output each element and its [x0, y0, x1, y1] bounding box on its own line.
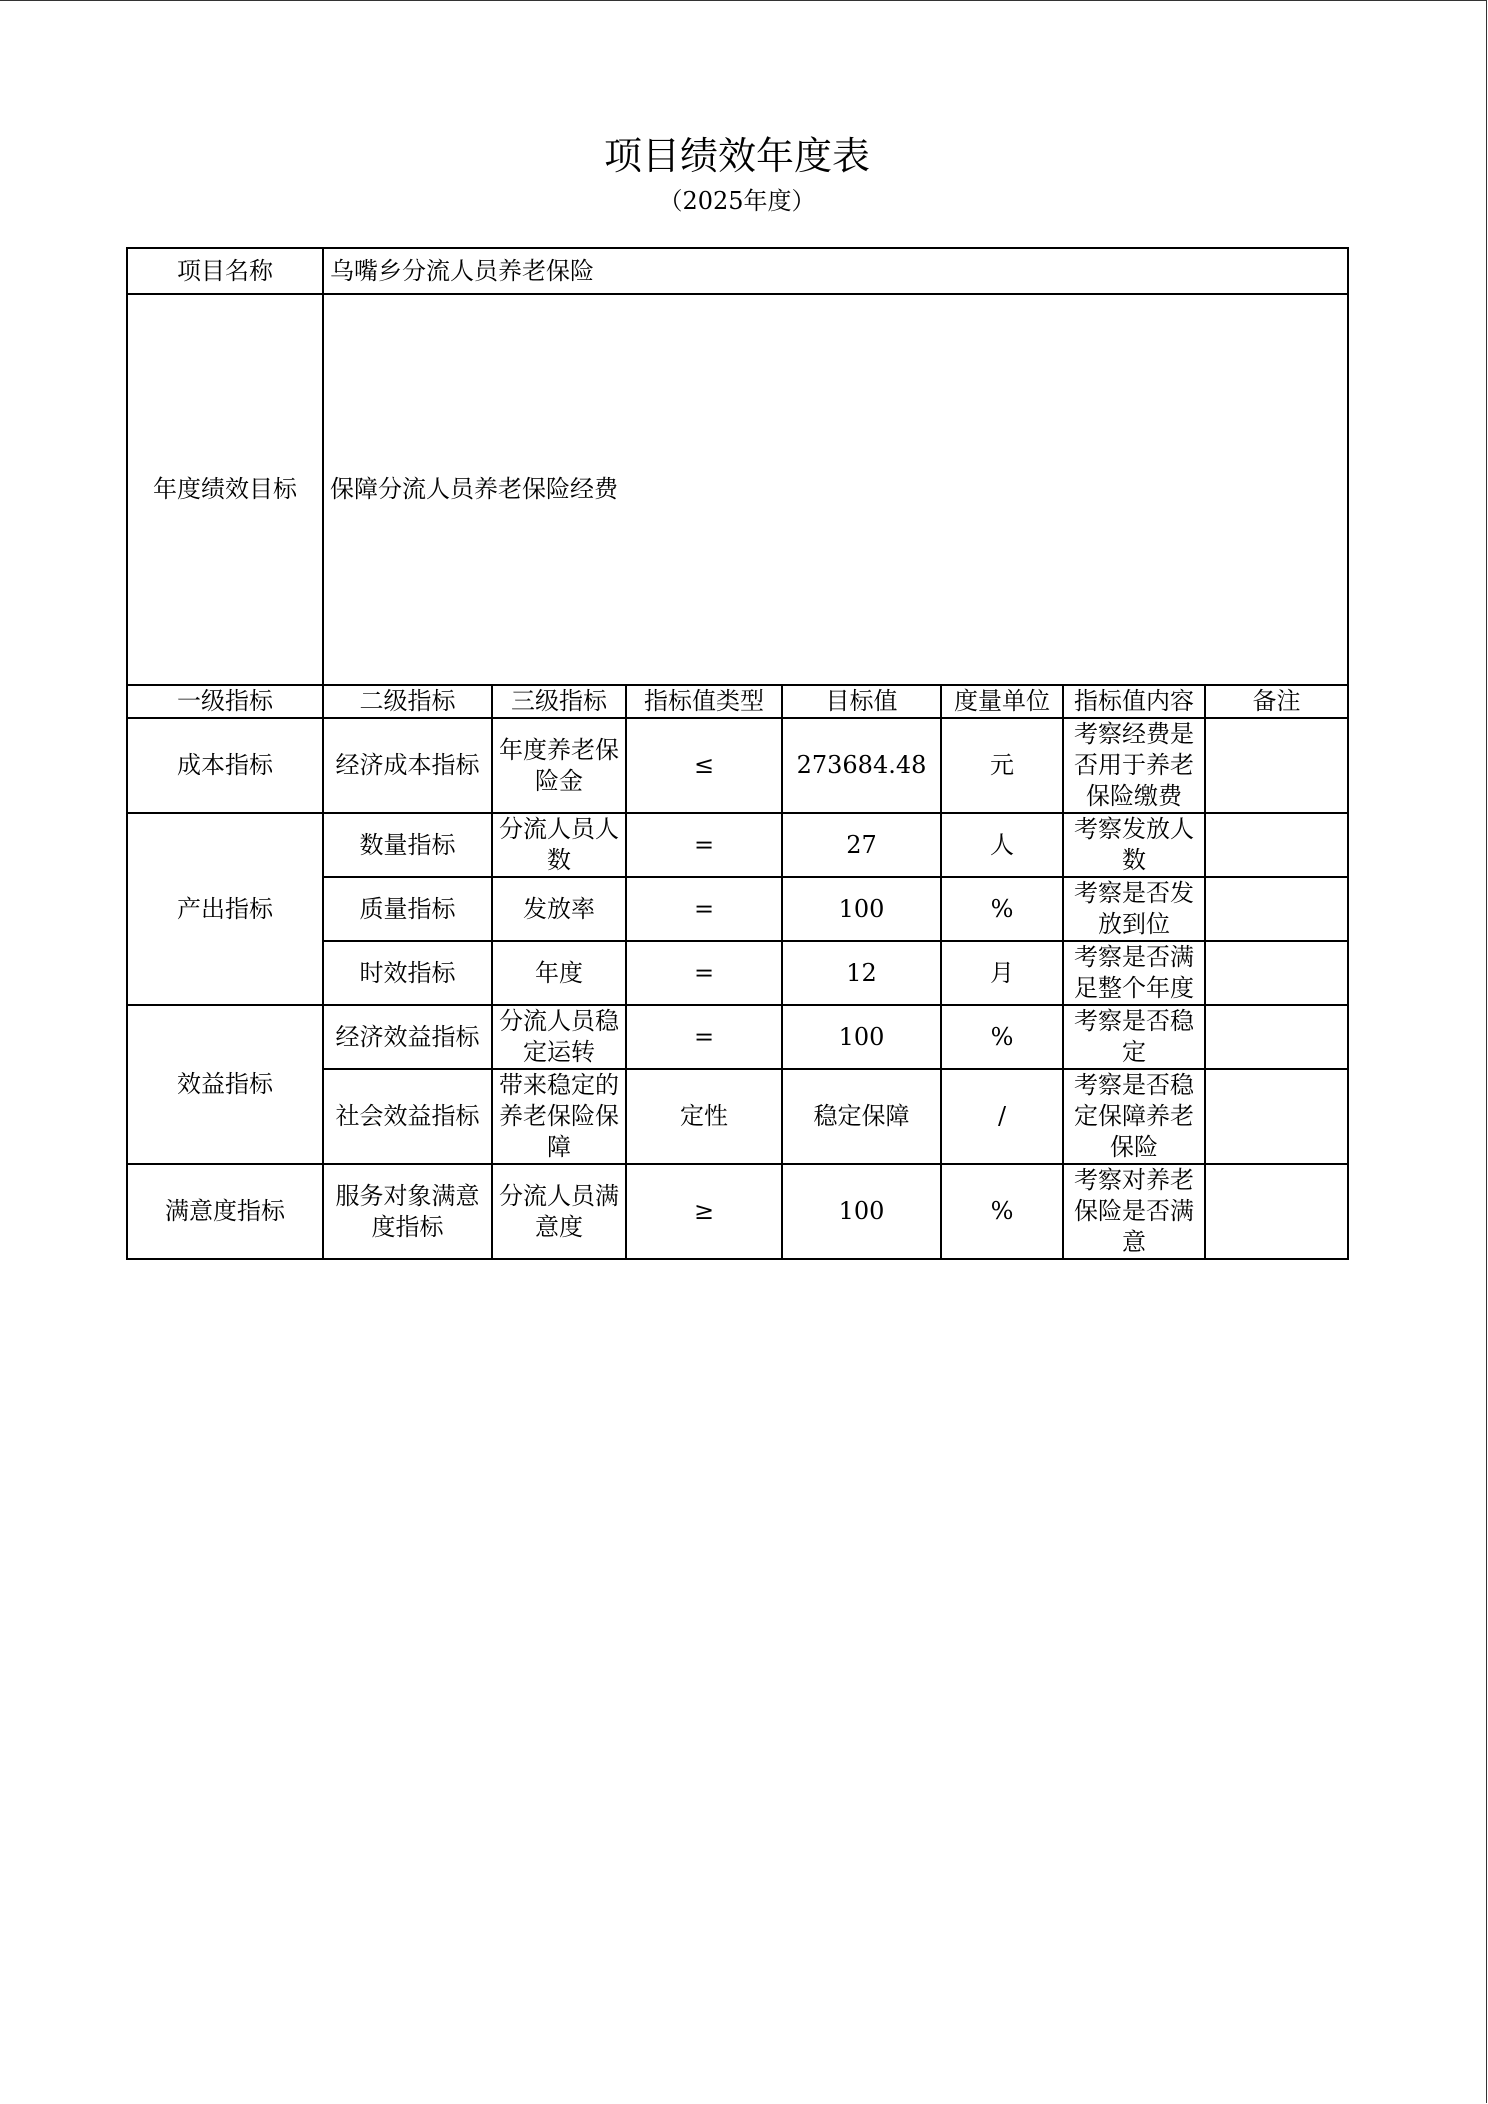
target-value-cell: 273684.48	[782, 718, 941, 813]
level3-cell: 发放率	[492, 877, 626, 941]
column-header: 二级指标	[323, 685, 492, 718]
note-cell	[1205, 877, 1348, 941]
content-cell: 考察是否满足整个年度	[1063, 941, 1205, 1005]
group-benefit: 效益指标	[127, 1005, 323, 1164]
table-row	[127, 813, 1348, 877]
group-cost: 成本指标	[127, 718, 323, 813]
column-header-row	[127, 685, 1348, 718]
value-type-cell: =	[626, 941, 782, 1005]
group-satisfaction: 满意度指标	[127, 1164, 323, 1259]
target-value-cell: 100	[782, 1005, 941, 1069]
level3-cell: 带来稳定的养老保险保障	[492, 1069, 626, 1164]
note-cell	[1205, 718, 1348, 813]
value-type-cell: =	[626, 1005, 782, 1069]
value-type-cell: 定性	[626, 1069, 782, 1164]
level3-cell: 年度	[492, 941, 626, 1005]
value-type-cell: =	[626, 877, 782, 941]
unit-cell: 元	[941, 718, 1063, 813]
content-cell: 考察是否稳定保障养老保险	[1063, 1069, 1205, 1164]
page-title: 项目绩效年度表	[603, 134, 870, 178]
group-output: 产出指标	[127, 813, 323, 1005]
performance-table	[126, 247, 1349, 1260]
note-cell	[1205, 1069, 1348, 1164]
project-name-row	[127, 248, 1348, 294]
content-cell: 考察经费是否用于养老保险缴费	[1063, 718, 1205, 813]
unit-cell: %	[941, 1005, 1063, 1069]
content-cell: 考察是否发放到位	[1063, 877, 1205, 941]
project-name-label: 项目名称	[127, 248, 323, 294]
target-value-cell: 100	[782, 1164, 941, 1259]
target-value-cell: 12	[782, 941, 941, 1005]
column-header: 度量单位	[941, 685, 1063, 718]
project-name-value: 乌嘴乡分流人员养老保险	[323, 248, 1348, 294]
unit-cell: %	[941, 877, 1063, 941]
content-cell: 考察对养老保险是否满意	[1063, 1164, 1205, 1259]
target-value-cell: 稳定保障	[782, 1069, 941, 1164]
table-row	[127, 1005, 1348, 1069]
annual-goal-row	[127, 294, 1348, 685]
level3-cell: 分流人员人数	[492, 813, 626, 877]
level2-cell: 质量指标	[323, 877, 492, 941]
note-cell	[1205, 813, 1348, 877]
annual-goal-value: 保障分流人员养老保险经费	[323, 294, 1348, 685]
column-header: 指标值类型	[626, 685, 782, 718]
note-cell	[1205, 941, 1348, 1005]
table-row	[127, 718, 1348, 813]
level2-cell: 服务对象满意度指标	[323, 1164, 492, 1259]
target-value-cell: 27	[782, 813, 941, 877]
column-header: 三级指标	[492, 685, 626, 718]
unit-cell: 月	[941, 941, 1063, 1005]
column-header: 一级指标	[127, 685, 323, 718]
table-row	[127, 1164, 1348, 1259]
column-header: 备注	[1205, 685, 1348, 718]
annual-goal-label: 年度绩效目标	[127, 294, 323, 685]
page-subtitle: （2025年度）	[658, 187, 816, 215]
content-cell: 考察发放人数	[1063, 813, 1205, 877]
column-header: 指标值内容	[1063, 685, 1205, 718]
level2-cell: 社会效益指标	[323, 1069, 492, 1164]
level2-cell: 数量指标	[323, 813, 492, 877]
level3-cell: 分流人员稳定运转	[492, 1005, 626, 1069]
level3-cell: 分流人员满意度	[492, 1164, 626, 1259]
note-cell	[1205, 1164, 1348, 1259]
value-type-cell: =	[626, 813, 782, 877]
level2-cell: 经济效益指标	[323, 1005, 492, 1069]
note-cell	[1205, 1005, 1348, 1069]
content-cell: 考察是否稳定	[1063, 1005, 1205, 1069]
unit-cell: /	[941, 1069, 1063, 1164]
target-value-cell: 100	[782, 877, 941, 941]
level3-cell: 年度养老保险金	[492, 718, 626, 813]
unit-cell: 人	[941, 813, 1063, 877]
column-header: 目标值	[782, 685, 941, 718]
level2-cell: 时效指标	[323, 941, 492, 1005]
level2-cell: 经济成本指标	[323, 718, 492, 813]
unit-cell: %	[941, 1164, 1063, 1259]
value-type-cell: ≤	[626, 718, 782, 813]
value-type-cell: ≥	[626, 1164, 782, 1259]
